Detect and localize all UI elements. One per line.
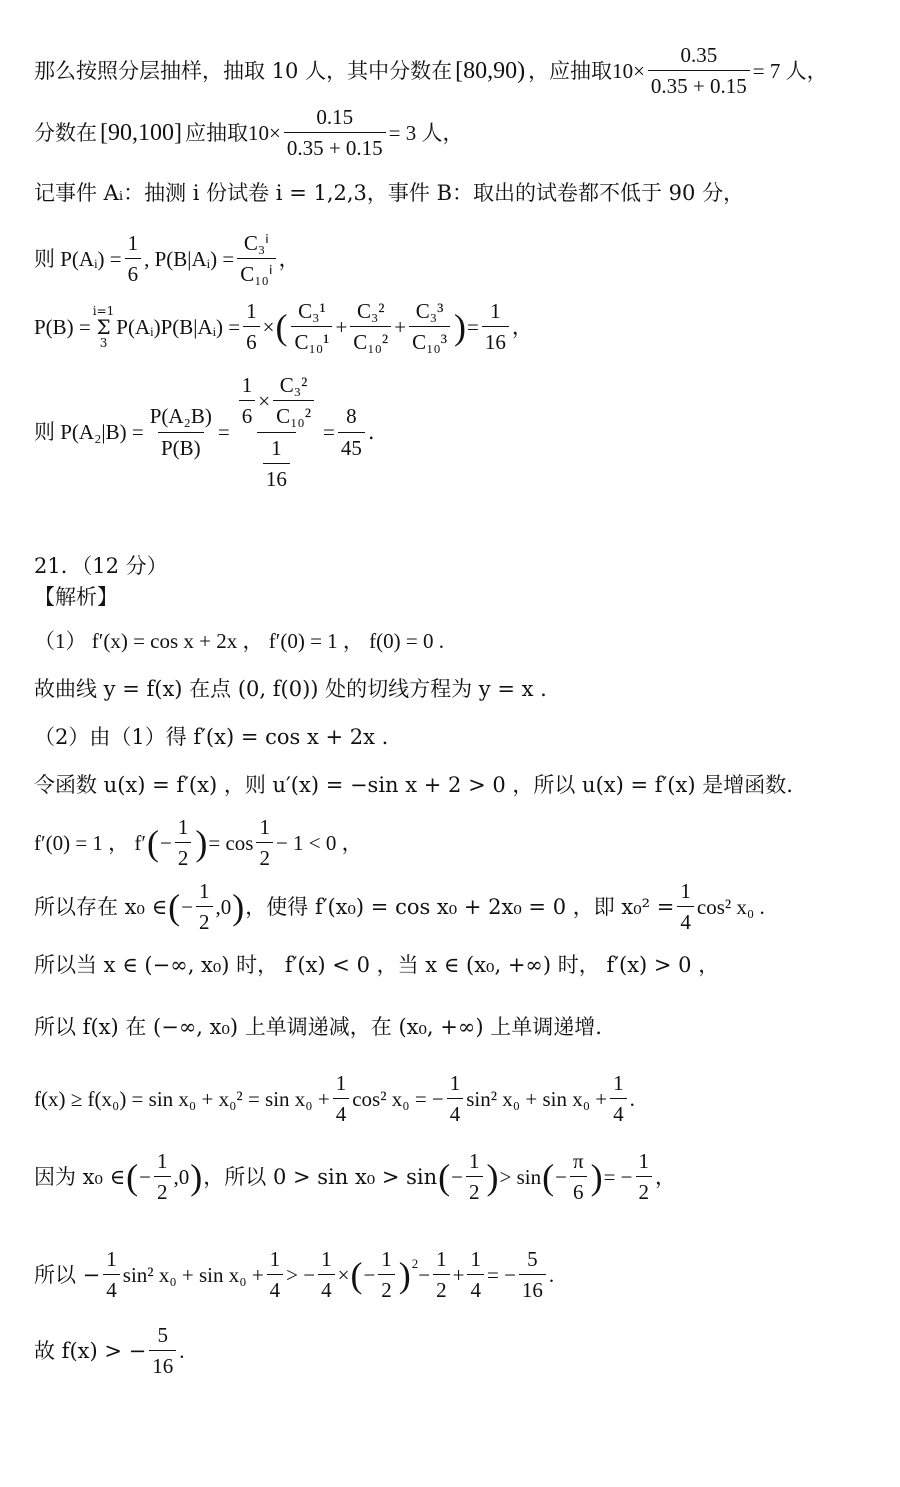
numerator: 1: [269, 1247, 281, 1271]
question-number: 21．（12 分）: [34, 554, 168, 578]
math: − 1 < 0 ，: [275, 830, 363, 855]
paren-left: (: [168, 886, 181, 927]
fraction: [273, 372, 314, 430]
math: = −: [486, 1262, 516, 1287]
text: （2）由（1）得 f′(x) = cos x + 2x .: [34, 725, 389, 749]
fraction: [447, 1070, 464, 1128]
line-u-function: [34, 772, 870, 798]
line-conclusion: [34, 1322, 870, 1380]
line-minimum-expression: [34, 1070, 870, 1128]
denominator: 16: [519, 1274, 546, 1303]
math: 则 P(Aᵢ) =: [34, 246, 122, 271]
paren-left: (: [350, 1254, 363, 1295]
numerator: 1: [436, 1247, 447, 1271]
fraction: [239, 372, 256, 430]
interval: [90,100]: [100, 119, 182, 146]
fraction: [610, 1070, 627, 1128]
math: sin² x₀ + sin x₀ +: [466, 1086, 608, 1111]
equals: =: [323, 419, 335, 444]
minus: −: [451, 1164, 464, 1189]
math: +: [452, 1262, 465, 1287]
fraction: [267, 1246, 284, 1304]
fraction: [291, 298, 332, 356]
line-sampling-90-100: [34, 104, 870, 162]
denominator: C₁₀¹: [291, 326, 332, 355]
numerator: 0.15: [316, 105, 354, 129]
sum-upper: i=1: [92, 303, 115, 318]
paren-left: (: [275, 306, 288, 347]
interval: [80,90): [455, 57, 526, 84]
numerator: P(A₂B): [149, 404, 212, 429]
numerator: 1: [449, 1071, 461, 1095]
numerator: 1: [638, 1149, 650, 1173]
text: = 3 人，: [388, 120, 464, 145]
text: ，应抽取: [528, 58, 613, 83]
fraction: [125, 230, 142, 288]
denominator: 2: [378, 1274, 395, 1303]
math: P(Aᵢ)P(B|Aᵢ) =: [116, 314, 241, 339]
math: 10×: [612, 58, 645, 83]
fraction: [677, 878, 694, 936]
times: ×: [258, 388, 271, 413]
text: ，: [278, 246, 300, 271]
line-derivative-values: [34, 814, 870, 872]
numerator: 8: [346, 404, 357, 429]
numerator: 1: [469, 1149, 480, 1173]
math: cos² x₀ = −: [352, 1086, 444, 1111]
paren-right: ): [486, 1156, 499, 1197]
sum-lower: 3: [99, 335, 108, 350]
paren-right: ): [398, 1254, 411, 1295]
numerator: 1: [470, 1247, 481, 1271]
denominator: C₁₀³: [409, 326, 450, 355]
text: 令函数 u(x) = f′(x) ，则 u′(x) = −sin x + 2 > 0 ，所以 u(x) = f′(x) 是增函数.: [34, 773, 793, 797]
line-stratified-sampling: [34, 42, 870, 100]
line-sine-bound: [34, 1148, 870, 1206]
denominator: 2: [433, 1274, 450, 1303]
fraction: [636, 1148, 653, 1206]
math: > sin: [499, 1164, 542, 1189]
math: ×: [262, 314, 275, 339]
paren-right: ): [195, 822, 208, 863]
fraction: [103, 1246, 120, 1304]
equals: =: [467, 314, 479, 339]
math: ×: [337, 1262, 350, 1287]
exponent: 2: [411, 1255, 419, 1271]
text: 分数在: [34, 120, 97, 145]
denominator: 4: [447, 1098, 464, 1127]
numerator: π: [572, 1149, 584, 1173]
denominator: [257, 432, 296, 493]
text: 故 f(x) > −: [34, 1338, 147, 1363]
denominator: 6: [243, 326, 260, 355]
paren-left: (: [126, 1156, 139, 1197]
denominator: 2: [636, 1176, 653, 1205]
fraction: [147, 403, 215, 461]
math: = −: [603, 1164, 633, 1189]
fraction: [338, 403, 365, 461]
fraction: [433, 1246, 450, 1304]
fraction: [154, 1148, 171, 1206]
numerator: 1: [321, 1247, 332, 1271]
math: f(x) ≥ f(x₀) = sin x₀ + x₀² = sin x₀ +: [34, 1086, 330, 1111]
denominator: 4: [467, 1274, 484, 1303]
denominator: 2: [196, 906, 213, 935]
text: ，所以 0 > sin x₀ > sin: [203, 1164, 438, 1189]
numerator: 1: [271, 435, 282, 460]
fraction: [243, 298, 260, 356]
text: ，使得 f′(x₀) = cos x₀ + 2x₀ = 0 ，即 x₀² =: [245, 894, 675, 919]
fraction: [149, 1322, 176, 1380]
fraction: [237, 230, 275, 288]
denominator: 2: [154, 1176, 171, 1205]
denominator: 4: [267, 1274, 284, 1303]
numerator: 1: [335, 1071, 347, 1095]
numerator: 1: [490, 299, 501, 323]
sigma-icon: Σ: [96, 314, 111, 339]
text: 因为 x₀ ∈: [34, 1164, 126, 1189]
minus: −: [139, 1164, 152, 1189]
math: , P(B|Aᵢ) =: [144, 246, 235, 271]
line-total-probability: [34, 298, 870, 356]
fraction: [175, 814, 192, 872]
denominator: 16: [263, 463, 290, 492]
numerator: 1: [246, 299, 257, 323]
denominator: 16: [482, 326, 509, 355]
numerator: 1: [177, 815, 189, 839]
line-event-definition: [34, 180, 870, 206]
summation: [93, 305, 115, 349]
denominator: 6: [239, 400, 256, 429]
denominator: 2: [466, 1176, 483, 1205]
fraction: [482, 298, 509, 356]
analysis-heading: 【解析】: [34, 585, 118, 609]
text: 记事件 Aᵢ：抽测 i 份试卷 i = 1,2,3，事件 B：取出的试卷都不低于 90 分，: [34, 181, 745, 205]
line-monotonic-sign: [34, 952, 870, 978]
denominator: C₁₀²: [273, 400, 314, 429]
compound-fraction: [233, 372, 320, 492]
denominator: 0.35 + 0.15: [284, 132, 386, 161]
fraction: [284, 104, 386, 162]
minus: −: [555, 1164, 567, 1189]
paren-left: (: [147, 822, 160, 863]
numerator: 1: [381, 1247, 392, 1271]
numerator: C₃²: [279, 373, 308, 397]
math: −: [418, 1262, 431, 1287]
denominator: 4: [677, 906, 694, 935]
fraction: [466, 1148, 483, 1206]
line-part1: [34, 628, 870, 654]
fraction: [570, 1148, 587, 1206]
fraction: [256, 814, 273, 872]
numerator: 1: [259, 815, 270, 839]
numerator: 5: [157, 1323, 168, 1347]
fraction: [467, 1246, 484, 1304]
denominator: P(B): [158, 432, 204, 461]
math: P(B) =: [34, 314, 91, 339]
text: .: [367, 419, 375, 444]
denominator: 4: [318, 1274, 335, 1303]
line-existence-x0: [34, 878, 870, 936]
text: 应抽取: [184, 120, 248, 145]
denominator: C₁₀ⁱ: [237, 258, 275, 287]
line-conditional-probability: [34, 372, 870, 492]
text: 那么按照分层抽样，抽取 10 人，其中分数在: [34, 58, 453, 83]
fraction: [263, 435, 290, 493]
fraction: [333, 1070, 350, 1128]
math: ,0: [173, 1164, 190, 1189]
math: = cos: [208, 830, 254, 855]
fraction: [196, 878, 213, 936]
line-probability-ai: [34, 230, 870, 288]
denominator: 2: [175, 842, 192, 871]
numerator: C₃²: [356, 299, 385, 323]
paren-left: (: [438, 1156, 451, 1197]
text: （1） f′(x) = cos x + 2x ， f′(0) = 1 ， f(0) = 0 .: [34, 629, 444, 653]
text: 故曲线 y = f(x) 在点 (0, f(0)) 处的切线方程为 y = x .: [34, 677, 547, 701]
denominator: 6: [125, 258, 142, 287]
numerator: 1: [127, 231, 139, 255]
denominator: 4: [103, 1274, 120, 1303]
text: 所以 −: [34, 1262, 101, 1287]
plus: +: [394, 314, 407, 339]
text: ，: [655, 1164, 677, 1189]
denominator: 6: [570, 1176, 587, 1205]
math: f′(0) = 1 ， f′: [34, 830, 147, 855]
line-final-estimate: [34, 1246, 870, 1304]
fraction: [648, 42, 750, 100]
math: .: [629, 1086, 635, 1111]
paren-right: ): [454, 306, 467, 347]
numerator: C₃ⁱ: [243, 231, 269, 255]
text: 所以当 x ∈ (−∞, x₀) 时， f′(x) < 0 ，当 x ∈ (x₀, +∞) 时， f′(x) > 0 ，: [34, 953, 720, 977]
text: 所以 f(x) 在 (−∞, x₀) 上单调递减，在 (x₀, +∞) 上单调递增.: [34, 1015, 602, 1039]
math: > −: [286, 1262, 316, 1287]
numerator: 1: [157, 1149, 168, 1173]
plus: +: [335, 314, 348, 339]
fraction: [350, 298, 391, 356]
text: ，: [511, 314, 533, 339]
math: sin² x₀ + sin x₀ +: [122, 1262, 264, 1287]
line-part2: [34, 724, 870, 750]
minus: −: [160, 830, 172, 855]
denominator: 16: [149, 1350, 176, 1379]
text: = 7 人，: [752, 58, 828, 83]
paren-left: (: [542, 1156, 555, 1197]
fraction: [409, 298, 450, 356]
fraction: [378, 1246, 395, 1304]
math: .: [548, 1262, 555, 1287]
math: ,0: [215, 894, 232, 919]
fraction: [519, 1246, 546, 1304]
text: 所以存在 x₀ ∈: [34, 894, 168, 919]
numerator: [233, 372, 320, 432]
minus: −: [363, 1262, 376, 1287]
math: .: [179, 1338, 185, 1363]
numerator: 1: [241, 373, 253, 397]
paren-right: ): [190, 1156, 203, 1197]
math: cos² x₀ .: [696, 894, 765, 919]
fraction: [318, 1246, 335, 1304]
line-tangent: [34, 676, 870, 702]
numerator: C₃¹: [298, 299, 326, 323]
line-monotonic-intervals: [34, 1014, 870, 1040]
denominator: C₁₀²: [350, 326, 391, 355]
numerator: 1: [199, 879, 210, 903]
numerator: C₃³: [415, 299, 444, 323]
numerator: 1: [106, 1247, 117, 1271]
denominator: 4: [610, 1098, 627, 1127]
math: 则 P(A₂|B) =: [34, 419, 144, 444]
numerator: 0.35: [680, 43, 718, 67]
paren-right: ): [590, 1156, 603, 1197]
equals: =: [217, 419, 230, 444]
denominator: 45: [338, 432, 365, 461]
numerator: 5: [527, 1247, 538, 1271]
numerator: 1: [680, 879, 691, 903]
math: 10×: [247, 120, 281, 145]
minus: −: [181, 894, 194, 919]
denominator: 4: [333, 1098, 350, 1127]
paren-right: ): [232, 886, 245, 927]
denominator: 2: [256, 842, 273, 871]
denominator: 0.35 + 0.15: [648, 70, 750, 99]
numerator: 1: [613, 1071, 624, 1095]
